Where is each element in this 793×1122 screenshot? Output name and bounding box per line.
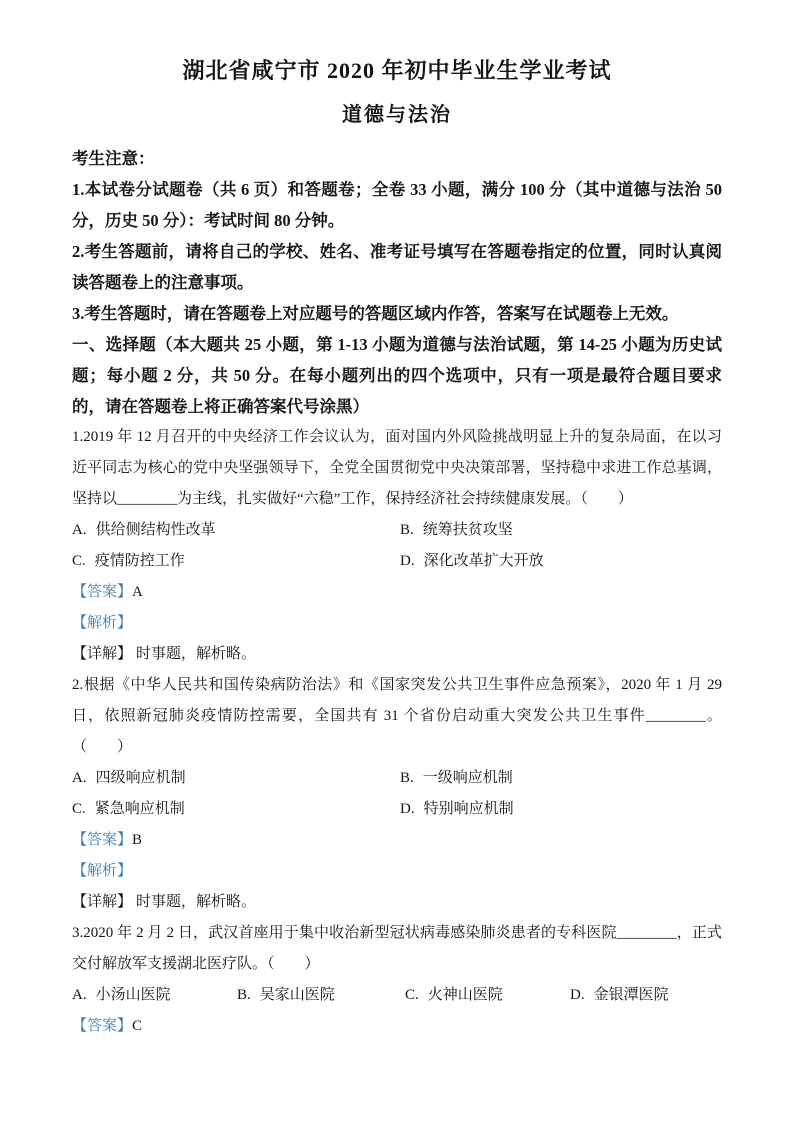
notice-item-1: 1.本试卷分试题卷（共 6 页）和答题卷；全卷 33 小题，满分 100 分（其中道德与法治 50 分，历史 50 分）：考试时间 80 分钟。: [72, 180, 722, 230]
option-label: A.: [72, 770, 87, 786]
question-1-option-a: [72, 515, 400, 546]
question-3-option-b: [237, 980, 405, 1011]
option-text: 金银潭医院: [593, 987, 669, 1003]
question-2-stem: 2.根据《中华人民共和国传染病防治法》和《国家突发公共卫生事件应急预案》，2020 年 1 月 29 日，依照新冠肺炎疫情防控需要，全国共有 31 个省份启动重大突发公共卫生事件________。（ ）: [72, 677, 722, 755]
option-text: 小汤山医院: [95, 987, 171, 1003]
question-2-analysis-line: [72, 856, 722, 887]
doc-subtitle: 道德与法治: [342, 104, 452, 126]
question-1-analysis-line: [72, 608, 722, 639]
detail-text: 时事题，解析略。: [136, 894, 257, 910]
option-text: 疫情防控工作: [94, 553, 185, 569]
option-label: D.: [400, 553, 415, 569]
question-1-options: [72, 515, 722, 577]
question-block-3: [72, 918, 722, 1042]
answer-tag: 【答案】: [72, 584, 133, 600]
question-1-detail-line: [72, 639, 722, 670]
notice-item-3: 3.考生答题时，请在答题卷上对应题号的答题区域内作答，答案写在试题卷上无效。: [72, 304, 679, 323]
question-3-option-d: [570, 980, 722, 1011]
option-text: 深化改革扩大开放: [423, 553, 544, 569]
question-3-option-a: [72, 980, 237, 1011]
question-1-stem: 1.2019 年 12 月召开的中央经济工作会议认为，面对国内外风险挑战明显上升的复杂局面，在以习近平同志为核心的党中央坚强领导下，全党全国贯彻党中央决策部署，坚持稳中求进工作总基调，坚持以________为主线，扎实做好“六稳”工作，保持经济社会持续健康发展。（ ）: [72, 429, 722, 507]
analysis-tag: 【解析】: [72, 863, 133, 879]
question-3-options: [72, 980, 722, 1011]
section-one-heading: 一、选择题（本大题共 25 小题，第 1-13 小题为道德与法治试题，第 14-25 小题为历史试题；每小题 2 分，共 50 分。在每小题列出的四个选项中，只有一项是最符合题目要求的，请在答题卷上将正确答案代号涂黑）: [72, 335, 722, 416]
option-label: C.: [72, 801, 86, 817]
question-1-option-d: [400, 546, 722, 577]
analysis-tag: 【解析】: [72, 615, 133, 631]
option-text: 统筹扶贫攻坚: [422, 522, 513, 538]
question-block-1: [72, 422, 722, 670]
option-label: D.: [570, 987, 585, 1003]
option-text: 供给侧结构性改革: [95, 522, 216, 538]
detail-text: 时事题，解析略。: [136, 646, 257, 662]
question-2-option-d: [400, 794, 722, 825]
option-text: 火神山医院: [427, 987, 503, 1003]
answer-value: A: [132, 584, 143, 600]
detail-tag: 【详解】: [72, 894, 133, 910]
option-label: C.: [405, 987, 419, 1003]
option-label: A.: [72, 522, 87, 538]
option-text: 四级响应机制: [95, 770, 186, 786]
question-2-option-b: [400, 763, 722, 794]
question-3-stem: 3.2020 年 2 月 2 日，武汉首座用于集中收治新型冠状病毒感染肺炎患者的专科医院________，正式交付解放军支援湖北医疗队。（ ）: [72, 925, 722, 972]
question-3-option-c: [405, 980, 570, 1011]
option-label: C.: [72, 553, 86, 569]
question-1-option-b: [400, 515, 722, 546]
option-label: D.: [400, 801, 415, 817]
question-2-options: [72, 763, 722, 825]
option-text: 吴家山医院: [259, 987, 335, 1003]
notice-item-2: 2.考生答题前，请将自己的学校、姓名、准考证号填写在答题卷指定的位置，同时认真阅读答题卷上的注意事项。: [72, 242, 722, 292]
answer-tag: 【答案】: [72, 1018, 133, 1034]
option-text: 一级响应机制: [422, 770, 513, 786]
option-label: B.: [237, 987, 251, 1003]
question-1-answer-line: [72, 577, 722, 608]
question-3-answer-line: [72, 1011, 722, 1042]
question-2-option-a: [72, 763, 400, 794]
question-2-option-c: [72, 794, 400, 825]
option-label: B.: [400, 522, 414, 538]
question-1-option-c: [72, 546, 400, 577]
answer-tag: 【答案】: [72, 832, 133, 848]
option-text: 紧急响应机制: [94, 801, 185, 817]
option-text: 特别响应机制: [423, 801, 514, 817]
question-2-detail-line: [72, 887, 722, 918]
question-2-answer-line: [72, 825, 722, 856]
notice-heading: 考生注意：: [72, 149, 155, 168]
doc-title: 湖北省咸宁市 2020 年初中毕业生学业考试: [182, 58, 612, 83]
option-label: A.: [72, 987, 87, 1003]
option-label: B.: [400, 770, 414, 786]
question-block-2: [72, 670, 722, 918]
answer-value: B: [132, 832, 143, 848]
detail-tag: 【详解】: [72, 646, 133, 662]
answer-value: C: [132, 1018, 143, 1034]
